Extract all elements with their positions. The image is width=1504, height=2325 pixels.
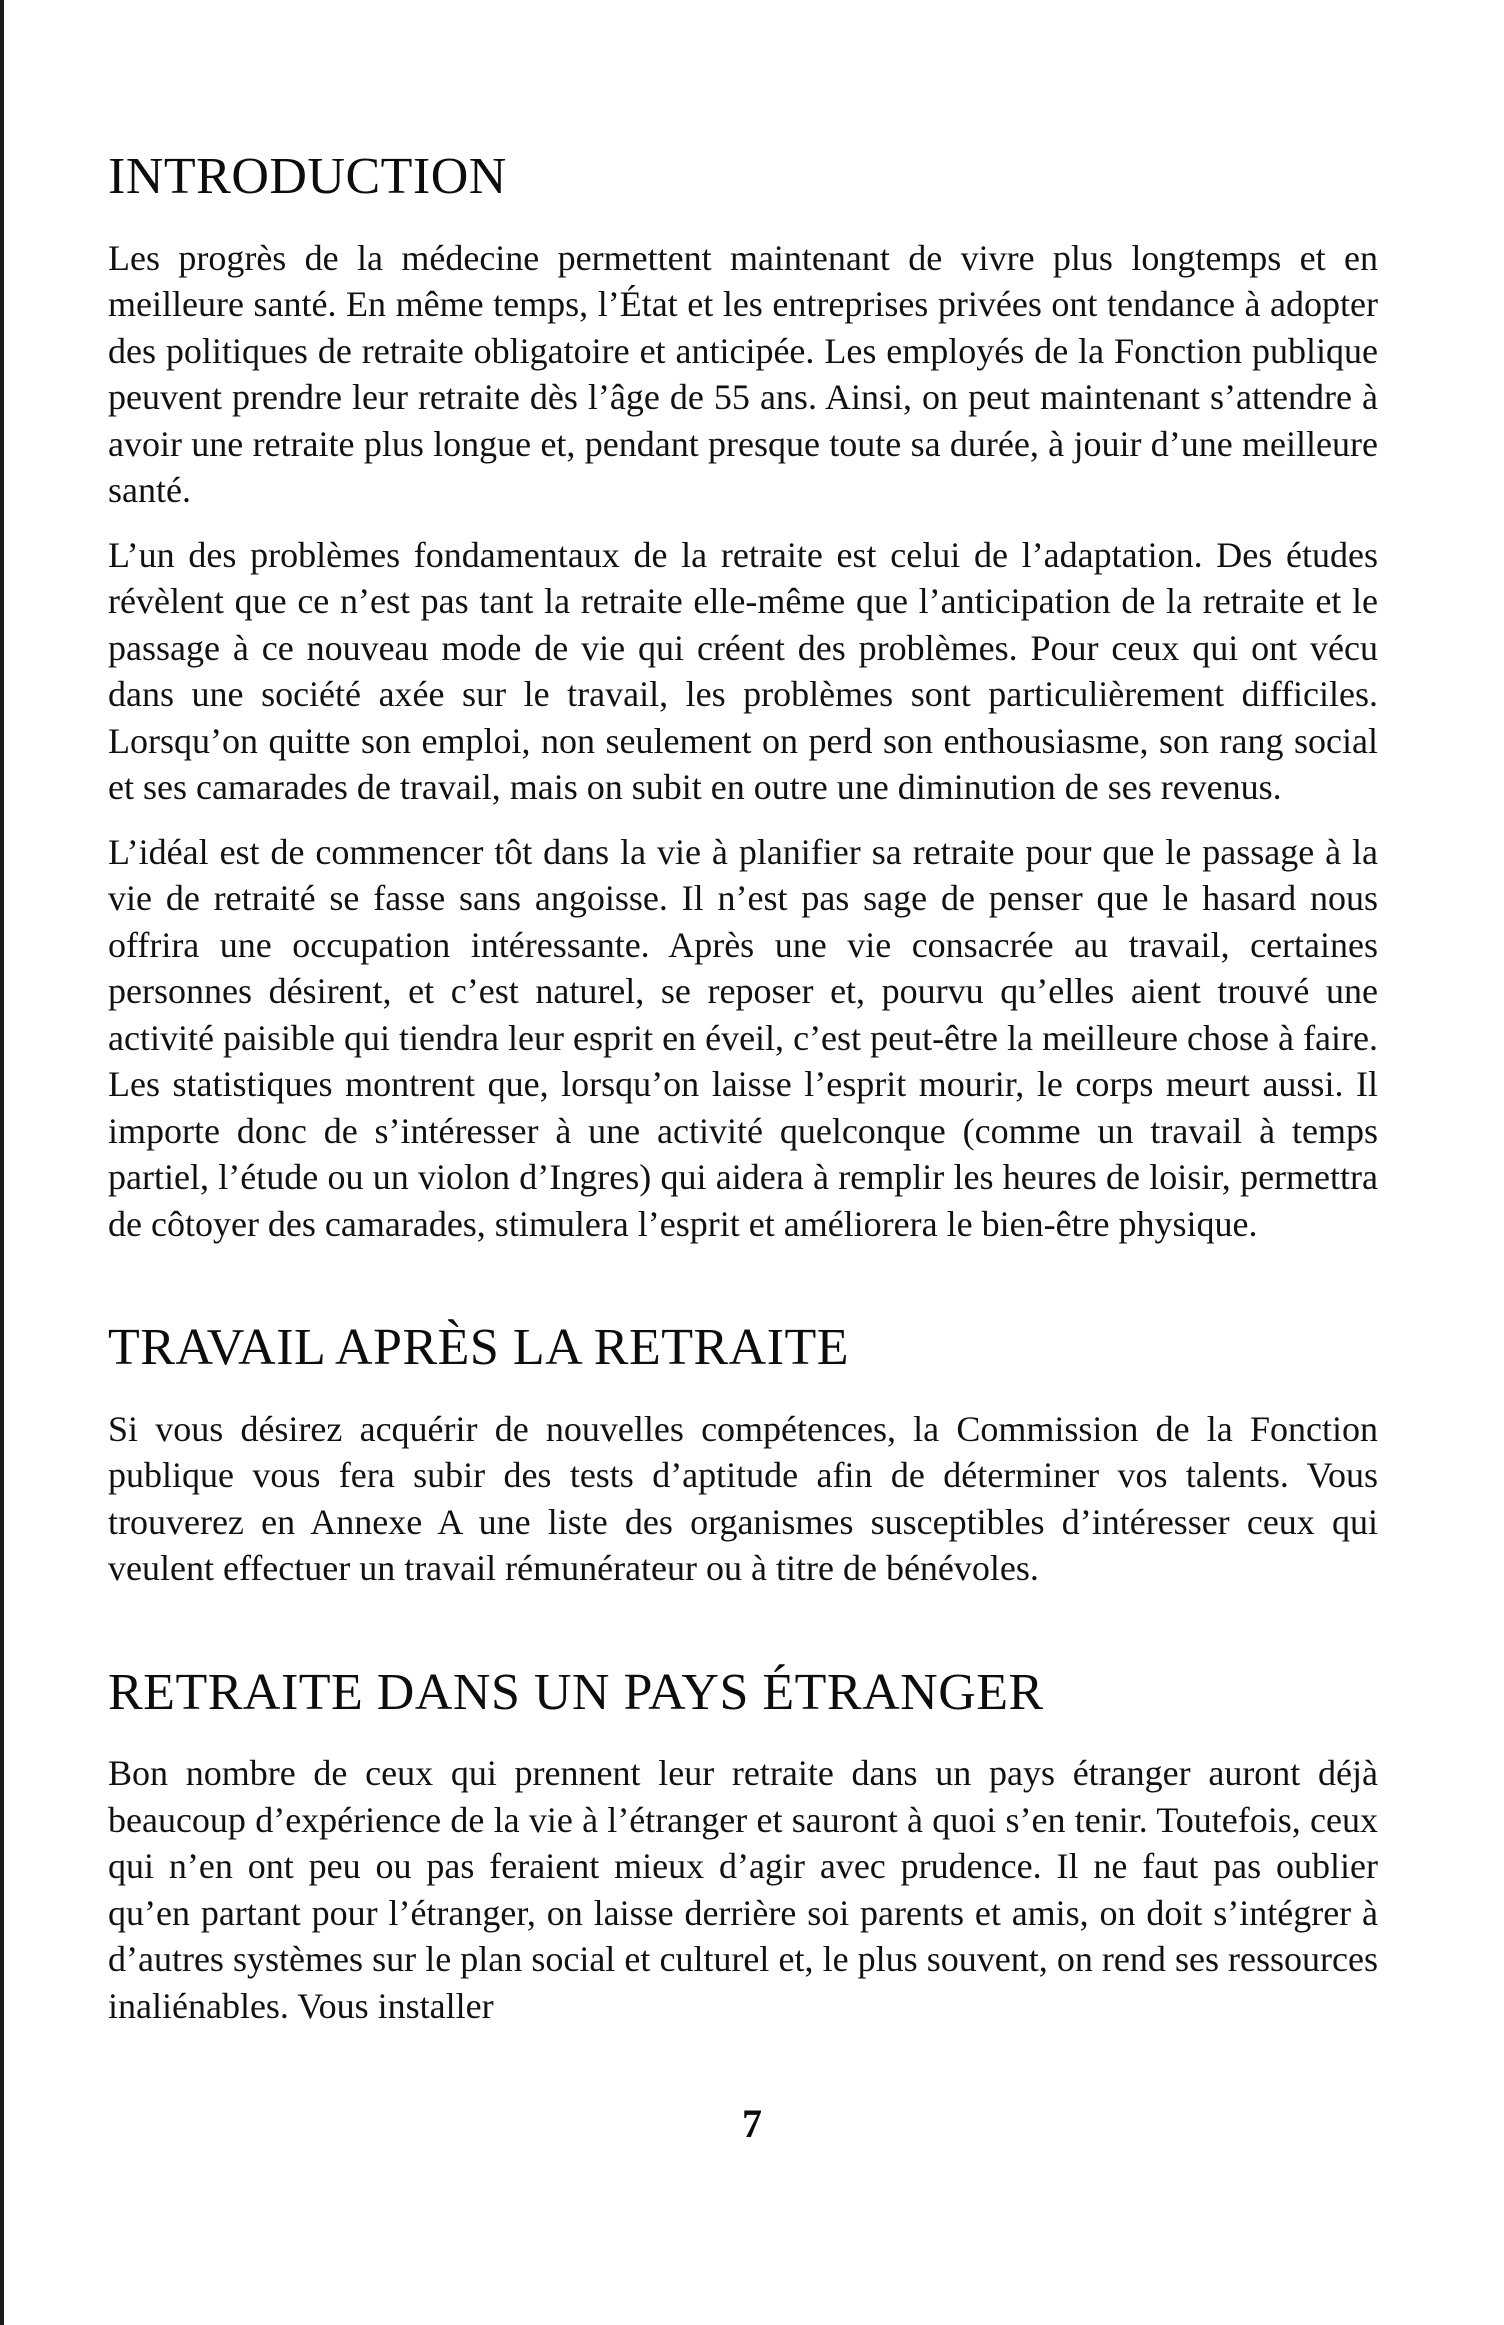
paragraph: Les progrès de la médecine permettent maintenant de vivre plus longtemps et en meilleure santé. En même temps, l’État et les entreprises privées ont tendance à adopter des politiques de retraite obligatoire et anticipée. Les employés de la Fonction publique peuvent prendre leur retraite dès l’âge de 55 ans. Ainsi, on peut maintenant s’attendre à avoir une retraite plus longue et, pendant presque toute sa durée, à jouir d’une meilleure santé. — [108, 237, 1378, 511]
section-title: RETRAITE DANS UN PAYS ÉTRANGER — [108, 1663, 1044, 1721]
section-travail-apres-retraite — [108, 1321, 1378, 1592]
paragraph: Bon nombre de ceux qui prennent leur retraite dans un pays étranger auront déjà beaucoup d’expérience de la vie à l’étranger et sauront à quoi s’en tenir. Toutefois, ceux qui n’en ont peu ou pas feraient mieux d’agir avec prudence. Il ne faut pas oublier qu’en partant pour l’étranger, on laisse derrière soi parents et amis, on doit s’intégrer à d’autres systèmes sur le plan social et culturel et, le plus souvent, on rend ses ressources inaliénables. Vous installer — [108, 1753, 1378, 2026]
page-number: 7 — [742, 2101, 762, 2146]
section-introduction — [108, 150, 1378, 1247]
document-page — [108, 150, 1378, 2103]
paragraph: L’un des problèmes fondamentaux de la retraite est celui de l’adaptation. Des études révèlent que ce n’est pas tant la retraite elle-même que l’anticipation de la retraite et le passage à ce nouveau mode de vie qui créent des problèmes. Pour ceux qui ont vécu dans une société axée sur le travail, les problèmes sont particulièrement difficiles. Lorsqu’on quitte son emploi, non seulement on perd son enthousiasme, son rang social et ses camarades de travail, mais on subit en outre une diminution de ses revenus. — [108, 534, 1378, 808]
paragraph: L’idéal est de commencer tôt dans la vie à planifier sa retraite pour que le passage à la vie de retraité se fasse sans angoisse. Il n’est pas sage de penser que le hasard nous offrira une occupation intéressante. Après une vie consacrée au travail, certaines personnes désirent, et c’est naturel, se reposer et, pourvu qu’elles aient trouvé une activité paisible qui tiendra leur esprit en éveil, c’est peut-être la meilleure chose à faire. Les statistiques montrent que, lorsqu’on laisse l’esprit mourir, le corps meurt aussi. Il importe donc de s’intéresser à une activité quelconque (comme un travail à temps partiel, l’étude ou un violon d’Ingres) qui aidera à remplir les heures de loisir, permettra de côtoyer des camarades, stimulera l’esprit et améliorera le bien-être physique. — [108, 831, 1378, 1244]
scan-edge — [0, 0, 4, 2325]
section-title: INTRODUCTION — [108, 148, 507, 205]
section-title: TRAVAIL APRÈS LA RETRAITE — [108, 1319, 850, 1377]
paragraph: Si vous désirez acquérir de nouvelles compétences, la Commission de la Fonction publique vous fera subir des tests d’aptitude afin de déterminer vos talents. Vous trouverez en Annexe A une liste des organismes susceptibles d’intéresser ceux qui veulent effectuer un travail rémunérateur ou à titre de bénévoles. — [108, 1408, 1378, 1589]
section-retraite-pays-etranger — [108, 1663, 1378, 2030]
